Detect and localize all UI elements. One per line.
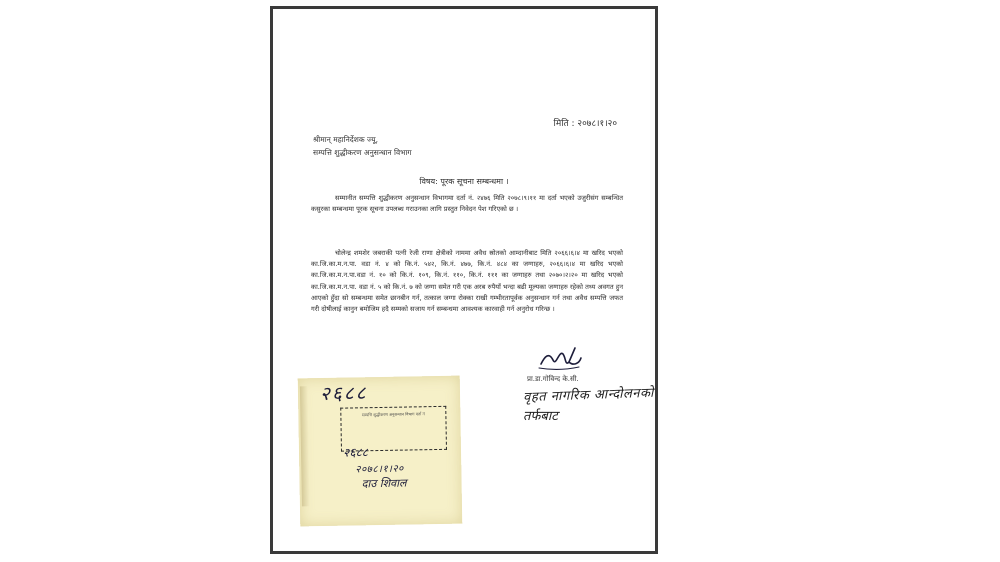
- stamp-registration-date: २०७८।१।२०: [355, 463, 404, 476]
- signature-mark: [535, 340, 585, 374]
- document-frame: [270, 6, 658, 554]
- body-paragraph-2: चोलेन्द्र शमशेर जबराकी पत्नी रेजी राणा क्षेत्रीको नाममा अवैध स्रोतको आम्दानीबाट मिति २०६६।६।४ मा खरिद भएको का.जि.का.म.न.पा. वडा नं. ४ को कि.नं. ५४२, कि.नं. ४७७, कि.नं. ४८४ का जग्गाहरु, २०६६।६।४ मा खरिद भएको का.जि.का.म.न.पा.वडा नं. १० को कि.नं. १०९, कि.नं. ११०, कि.नं. १११ का जग्गाहरु तथा २०७०।२।२० मा खरिद भएको का.जि.का.म.न.पा. वडा नं. ५ को कि.नं. ७ को जग्गा समेत गरी एक अरब रुपैयाँ भन्दा बढी मूल्यका जग्गाहरु रहेको तथ्य अवगत हुन आएको हुँदा सो सम्बन्धमा समेत छानबीन गर्न, तत्काल जग्गा रोक्का राखी गम्भीरतापूर्वक अनुसन्धान गर्न तथा अवैध सम्पत्ति जफत गरी दोषीलाई कानुन बमोजिम हदै सम्मको सजाय गर्न सम्बन्धमा आवश्यक कारवाही गर्न अनुरोध गरिन्छ ।: [311, 249, 623, 314]
- registration-stamp-sheet: [298, 376, 463, 527]
- stamp-registration-number: २६८८: [342, 445, 369, 460]
- signatory-name: प्रा.डा.गोविन्द के.सी.: [527, 375, 579, 383]
- body-paragraph-1: सम्मानीत सम्पत्ति शुद्धीकरण अनुसन्धान विभागमा दर्ता नं. २४७६ मिति २०७८।९।११ मा दर्ता भएको उजुरीसंग सम्बन्धित कसुरका सम्बन्धमा पूरक सूचना उपलब्ध गराउनका लागि प्रस्तुत निवेदन पेश गरिएको छ ।: [311, 194, 623, 214]
- stamp-initials: दाउ शिवाल: [361, 476, 407, 491]
- stamp-box-text: सम्पत्ति शुद्धीकरण अनुसन्धान विभाग दर्ता नं: [361, 411, 425, 418]
- addressee-title: श्रीमान् महानिर्देशक ज्यू,: [313, 135, 378, 144]
- handwritten-organization: वृहत नागरिक आन्दोलनको: [522, 385, 655, 406]
- stamp-number: २६८८: [319, 382, 368, 406]
- handwritten-on-behalf: तर्फबाट: [523, 409, 558, 424]
- letter-subject: विषय: पूरक सूचना सम्बन्धमा ।: [419, 177, 509, 186]
- letter-page: [273, 9, 655, 551]
- letter-date: मिति : २०७८।१।२०: [553, 119, 617, 129]
- addressee-block: [313, 133, 412, 159]
- addressee-department: सम्पत्ति शुद्धीकरण अनुसन्धान विभाग: [313, 148, 412, 157]
